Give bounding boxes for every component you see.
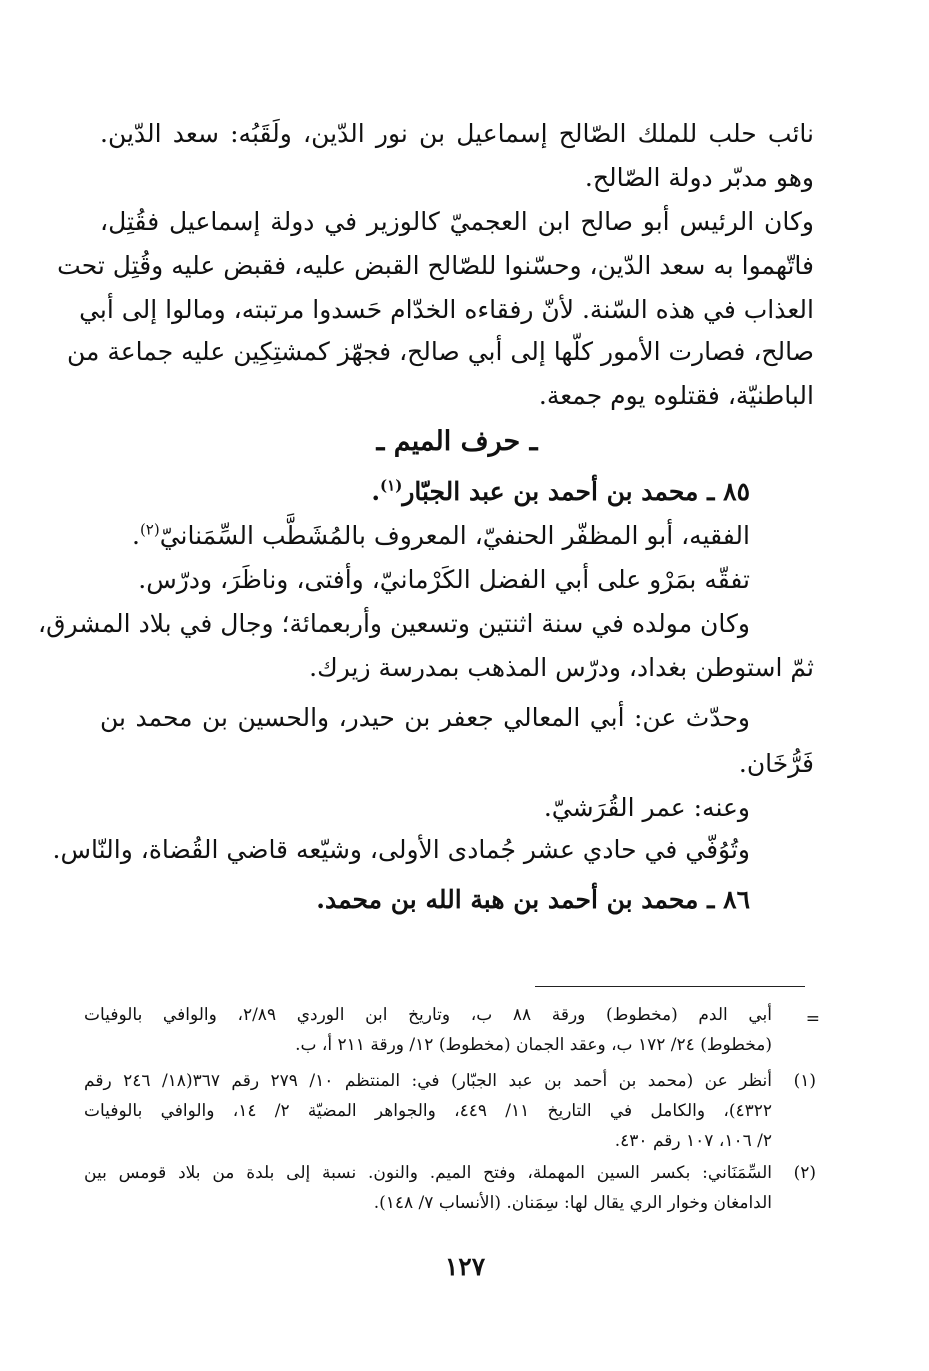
entry-85-title-text: ٨٥ ـ محمد بن أحمد بن عبد الجبّار bbox=[402, 477, 750, 506]
footnote-ref-1: (١) bbox=[380, 476, 403, 495]
entry-85-title-end: . bbox=[371, 477, 381, 506]
footnote-line: أبي الدم (مخطوط) ورقة ٨٨ ب، وتاريخ ابن الوردي ٢/٨٩، والوافي بالوفيات bbox=[84, 1005, 772, 1025]
footnote-separator bbox=[535, 986, 805, 987]
footnote-continuation-marker: = bbox=[805, 1009, 820, 1029]
body-line: وهو مدبّر دولة الصّالح. bbox=[584, 163, 814, 192]
footnote-number-1: (١) bbox=[793, 1071, 816, 1091]
body-line: نائب حلب للملك الصّالح إسماعيل بن نور الدّين، ولَقَبُه: سعد الدّين. bbox=[100, 119, 814, 148]
section-heading: ـ حرف الميم ـ bbox=[376, 426, 538, 457]
entry-85-line: ثمّ استوطن بغداد، ودرّس المذهب بمدرسة زيرك. bbox=[309, 653, 814, 682]
body-line: الباطنيّة، فقتلوه يوم جمعة. bbox=[538, 381, 814, 410]
page-number: ١٢٧ bbox=[444, 1252, 486, 1281]
entry-85-line: تفقّه بمَرْو على أبي الفضل الكَرْمانيّ، وأفتى، وناظَرَ، ودرّس. bbox=[138, 565, 750, 594]
footnote-line: ٢/ ١٠٦، ١٠٧ رقم ٤٣٠. bbox=[614, 1131, 772, 1151]
footnote-line: ٤٣٢٢)، والكامل في التاريخ ١١/ ٤٤٩، والجواهر المضيّة ٢/ ١٤، والوافي بالوفيات bbox=[84, 1101, 772, 1121]
footnote-ref-2: (٢) bbox=[139, 520, 160, 539]
entry-85-line: وعنه: عمر القُرَشيّ. bbox=[543, 793, 750, 822]
footnote-line: أنظر عن (محمد بن أحمد بن عبد الجبّار) في: المنتظم ١٠/ ٢٧٩ رقم ٣٦٧(١٨/ ٢٤٦ رقم bbox=[84, 1071, 772, 1091]
entry-85-line: وتُوُفّي في حادي عشر جُمادى الأولى، وشيّعه قاضي القُضاة، والنّاس. bbox=[52, 835, 750, 864]
footnote-line: الدامغان وخوار الري يقال لها: سِمَنان. (الأنساب ٧/ ١٤٨). bbox=[373, 1193, 772, 1213]
entry-85-line: فَرُّخَان. bbox=[738, 749, 814, 778]
footnote-number-2: (٢) bbox=[793, 1163, 816, 1183]
entry-86-title: ٨٦ ـ محمد بن أحمد بن هبة الله بن محمد. bbox=[316, 885, 750, 914]
entry-85-line: وكان مولده في سنة اثنتين وتسعين وأربعمائة؛ وجال في بلاد المشرق، bbox=[38, 609, 750, 638]
entry-85-line-end: . bbox=[131, 521, 140, 550]
body-line: العذاب في هذه السّنة. لأنّ رفقاءه الخدّام حَسدوا مرتبته، ومالوا إلى أبي bbox=[79, 295, 814, 324]
body-line: صالح، فصارت الأمور كلّها إلى أبي صالح، فجهّز كمشتِكِين عليه جماعة من bbox=[66, 337, 814, 366]
entry-85-title bbox=[100, 470, 750, 514]
entry-85-line-text: الفقيه، أبو المظفّر الحنفيّ، المعروف بالمُشَطَّب السِّمَنانيّ bbox=[159, 521, 750, 550]
footnote-line: (مخطوط) ٢٤/ ١٧٢ ب، وعقد الجمان (مخطوط) ١٢/ ورقة ٢١١ أ، ب. bbox=[295, 1035, 772, 1055]
entry-85-line bbox=[100, 514, 750, 558]
entry-85-line: وحدّث عن: أبي المعالي جعفر بن حيدر، والحسين بن محمد بن bbox=[100, 703, 750, 732]
body-line: فاتّهموا به سعد الدّين، وحسّنوا للصّالح القبض عليه، فقبض عليه وقُتِل تحت bbox=[57, 251, 814, 280]
footnote-line: السِّمَنَاني: بكسر السين المهملة، وفتح الميم. والنون. نسبة إلى بلدة من بلاد قومس بين bbox=[84, 1163, 772, 1183]
body-line: وكان الرئيس أبو صالح ابن العجميّ كالوزير في دولة إسماعيل فقُتِل، bbox=[100, 207, 814, 236]
